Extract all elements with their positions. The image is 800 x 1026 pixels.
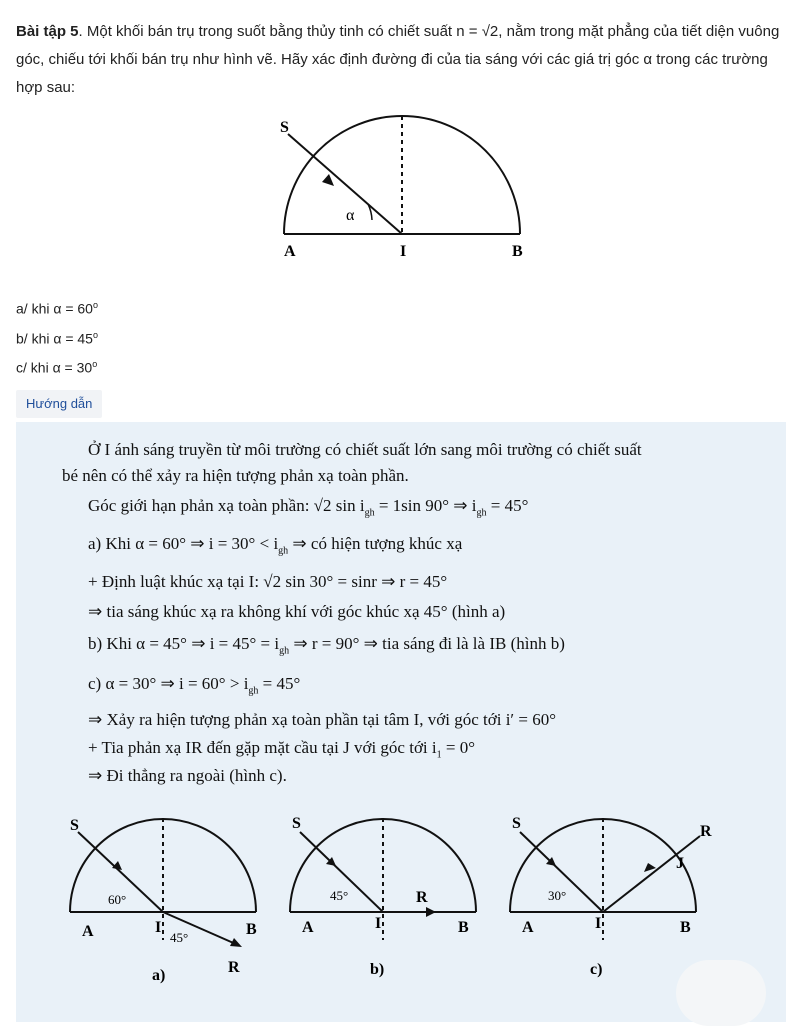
svg-text:B: B bbox=[246, 921, 257, 938]
solution-line-9: ⇒ Xảy ra hiện tượng phản xạ toàn phần tại tâm I, với góc tới i′ = 60° bbox=[88, 710, 557, 729]
svg-text:30°: 30° bbox=[548, 888, 567, 903]
svg-text:c): c) bbox=[590, 961, 603, 978]
svg-text:45°: 45° bbox=[170, 930, 189, 945]
svg-text:45°: 45° bbox=[330, 888, 349, 903]
case-b: b/ khi $\alpha = 45^o$ bbox=[16, 330, 98, 347]
solution-line-5: + Định luật khúc xạ tại I: √2 sin 30° = sinr ⇒ r = 45° bbox=[88, 572, 448, 591]
svg-text:R: R bbox=[228, 959, 240, 976]
svg-text:A: A bbox=[302, 919, 314, 936]
case-c: c/ khi $\alpha = 30^o$ bbox=[16, 359, 98, 376]
background-blob bbox=[676, 960, 766, 1026]
svg-text:S: S bbox=[292, 815, 301, 832]
svg-text:B: B bbox=[680, 919, 691, 936]
svg-text:B: B bbox=[458, 919, 469, 936]
svg-text:A: A bbox=[522, 919, 534, 936]
solution-line-10: + Tia phản xạ IR đến gặp mặt cầu tại J với góc tới $i_1 = 0^\circ$ bbox=[88, 738, 476, 761]
solution-line-4: a) Khi α = 60° ⇒ $i = 30^\circ < i_{gh}$ ⇒ có hiện tượng khúc xạ bbox=[88, 534, 463, 557]
svg-text:a): a) bbox=[152, 967, 166, 984]
solution-line-1: Ở I ánh sáng truyền từ môi trường có chiết suất lớn sang môi trường có chiết suất bbox=[88, 440, 642, 459]
svg-text:I: I bbox=[595, 915, 602, 932]
solution-line-11: ⇒ Đi thẳng ra ngoài (hình c). bbox=[88, 766, 287, 785]
svg-text:A: A bbox=[82, 923, 94, 940]
guide-button[interactable]: Hướng dẫn bbox=[16, 390, 102, 418]
solution-figures bbox=[60, 810, 760, 990]
svg-text:J: J bbox=[676, 855, 684, 872]
label-B: B bbox=[512, 243, 523, 260]
figure-a bbox=[70, 817, 257, 984]
label-I: I bbox=[400, 243, 407, 260]
solution-line-8: c) α = 30° ⇒ $i = 60^\circ > i_{gh} = 45^\circ$ bbox=[88, 674, 301, 697]
case-a: a/ khi $\alpha = 60^o$ bbox=[16, 300, 98, 317]
solution-line-2: bé nên có thể xảy ra hiện tượng phản xạ toàn phần. bbox=[62, 466, 409, 485]
svg-text:S: S bbox=[70, 817, 79, 834]
svg-text:R: R bbox=[700, 823, 712, 840]
svg-text:R: R bbox=[416, 889, 428, 906]
problem-text: . Một khối bán trụ trong suốt bằng thủy tinh có chiết suất n = √2, nằm trong mặt phẳng của tiết diện vuông góc, chiếu tới khối bán trụ như hình vẽ. Hãy xác định đường đi của tia sáng với các giá trị góc α trong các trường hợp sau: bbox=[16, 23, 780, 96]
incident-ray bbox=[288, 134, 402, 234]
solution-line-3: Góc giới hạn phản xạ toàn phần: √2 $\sin i_{gh} = 1\sin$ 90° ⇒ $i_{gh} = 45^\circ$ bbox=[88, 496, 529, 519]
label-alpha: α bbox=[346, 207, 355, 224]
svg-text:I: I bbox=[155, 919, 162, 936]
svg-text:60°: 60° bbox=[108, 892, 127, 907]
svg-text:S: S bbox=[512, 815, 521, 832]
figure-c bbox=[510, 815, 712, 978]
svg-text:b): b) bbox=[370, 961, 385, 978]
figure-b bbox=[290, 815, 476, 978]
label-A: A bbox=[284, 243, 296, 260]
top-figure bbox=[250, 112, 550, 272]
problem-statement bbox=[16, 18, 786, 102]
problem-label: Bài tập 5 bbox=[16, 23, 79, 40]
solution-line-6: ⇒ tia sáng khúc xạ ra không khí với góc khúc xạ 45° (hình a) bbox=[88, 602, 506, 621]
label-S: S bbox=[280, 119, 289, 136]
svg-text:I: I bbox=[375, 915, 382, 932]
ray-arrow bbox=[322, 174, 334, 186]
solution-line-7: b) Khi α = 45° ⇒ $i = 45^\circ = i_{gh}$ ⇒ r = 90° ⇒ tia sáng đi là là IB (hình b) bbox=[88, 634, 565, 657]
